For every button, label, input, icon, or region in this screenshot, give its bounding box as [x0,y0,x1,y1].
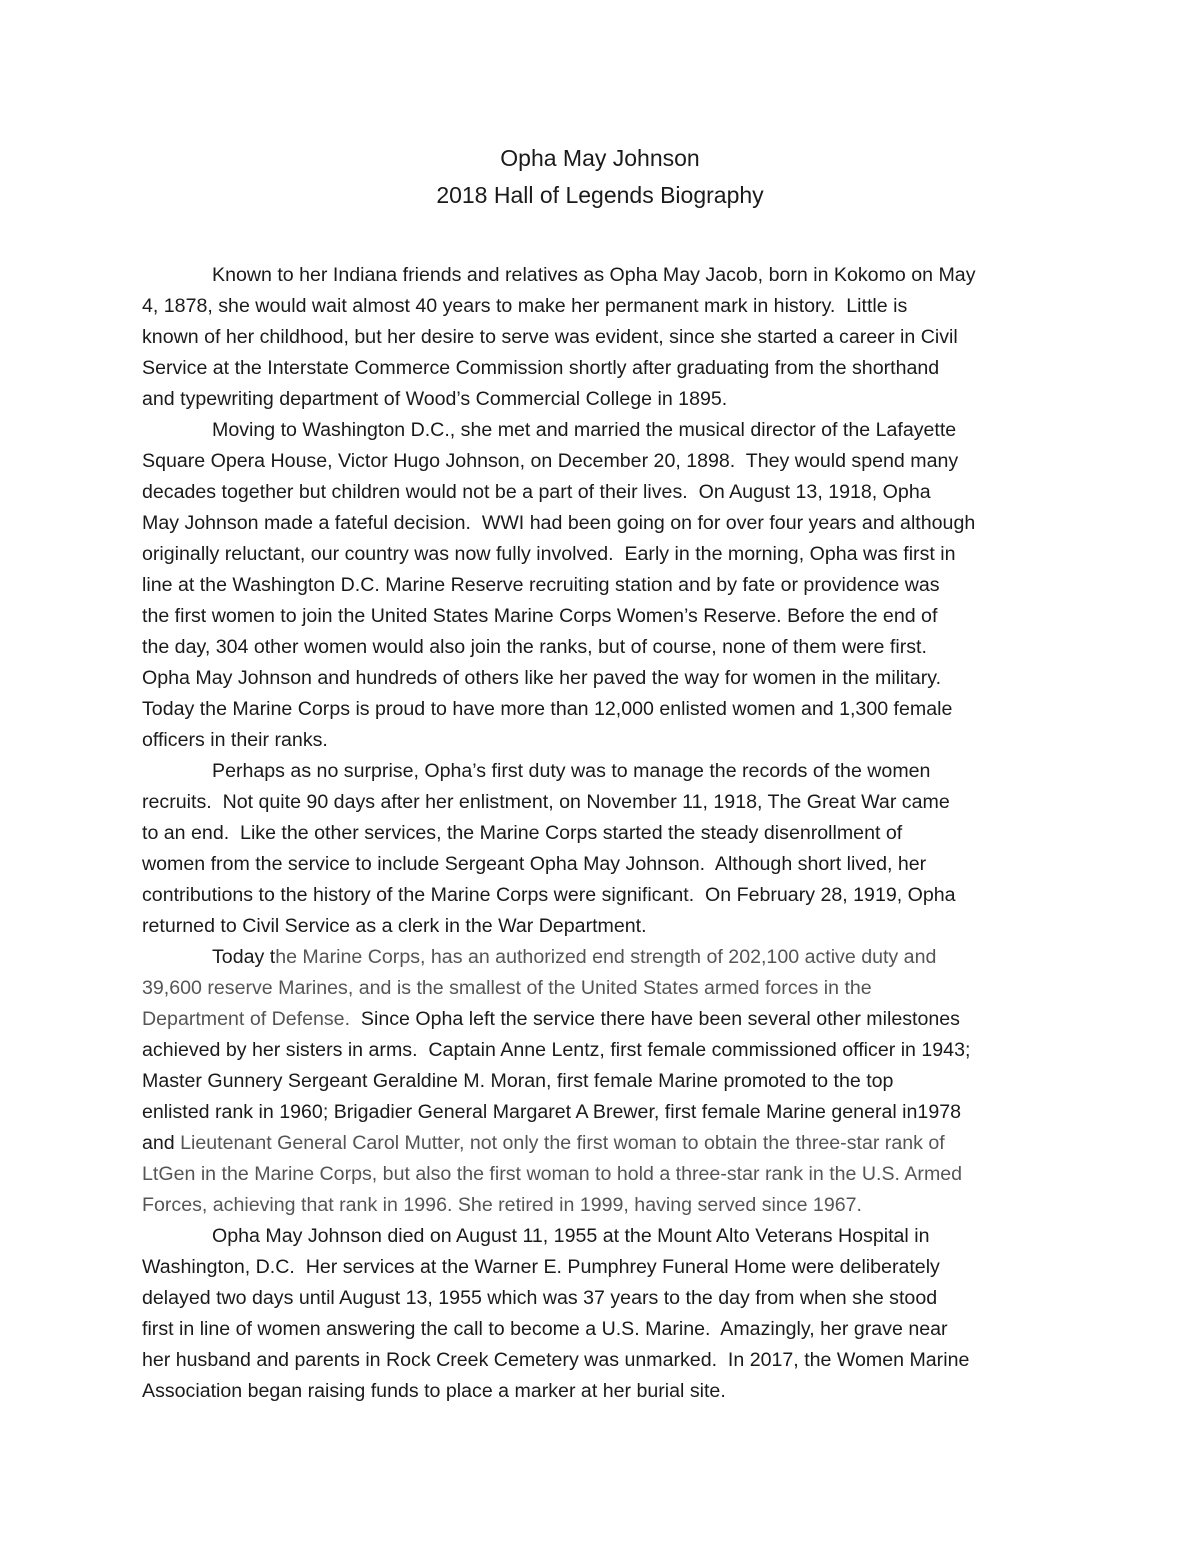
text-line [142,508,1058,539]
text-line [142,322,1058,353]
text-line [142,632,1058,663]
paragraph [142,415,1058,756]
text-segment: Square Opera House, Victor Hugo Johnson, on December 20, 1898. They would spend many [142,450,959,472]
text-line [142,1314,1058,1345]
text-segment: her husband and parents in Rock Creek Cemetery was unmarked. In 2017, the Women Marine [142,1349,970,1371]
text-segment: contributions to the history of the Marine Corps were significant. On February 28, 1919, Opha [142,884,956,906]
text-segment: Since Opha left the service there have been several other milestones [350,1008,960,1030]
text-segment: returned to Civil Service as a clerk in the War Department. [142,915,647,937]
text-line [142,539,1058,570]
text-line [142,880,1058,911]
text-line [142,477,1058,508]
paragraph [142,260,1058,415]
text-segment: officers in their ranks. [142,729,328,751]
text-line [142,384,1058,415]
text-line [142,849,1058,880]
text-segment: May Johnson made a fateful decision. WWI had been going on for over four years and although [142,512,976,534]
text-line [142,942,1058,973]
text-segment: he Marine Corps, has an authorized end strength of 202,100 active duty and [275,946,937,968]
paragraph [142,942,1058,1221]
text-line [142,1128,1058,1159]
text-segment: known of her childhood, but her desire to serve was evident, since she started a career in Civil [142,326,958,348]
text-segment: women from the service to include Sergeant Opha May Johnson. Although short lived, her [142,853,927,875]
text-line [142,570,1058,601]
text-segment: Washington, D.C. Her services at the Warner E. Pumphrey Funeral Home were deliberately [142,1256,940,1278]
text-line [142,818,1058,849]
text-line [142,1221,1058,1252]
text-line [142,446,1058,477]
text-line [142,663,1058,694]
text-segment: decades together but children would not be a part of their lives. On August 13, 1918, Opha [142,481,931,503]
text-segment: Department of Defense. [142,1008,351,1030]
text-segment: achieved by her sisters in arms. Captain Anne Lentz, first female commissioned officer in 1943; [142,1039,971,1061]
text-line [142,1066,1058,1097]
text-segment: originally reluctant, our country was now fully involved. Early in the morning, Opha was first in [142,543,956,565]
text-line [142,756,1058,787]
text-segment: Known to her Indiana friends and relatives as Opha May Jacob, born in Kokomo on May [212,264,976,286]
document-body [142,260,1058,1407]
text-segment: Opha May Johnson died on August 11, 1955 at the Mount Alto Veterans Hospital in [212,1225,930,1247]
text-line [142,1190,1058,1221]
text-segment: Perhaps as no surprise, Opha’s first duty was to manage the records of the women [212,760,931,782]
text-segment: Opha May Johnson and hundreds of others like her paved the way for women in the military. [142,667,942,689]
text-line [142,1376,1058,1407]
document-subtitle: 2018 Hall of Legends Biography [436,182,764,208]
text-line [142,601,1058,632]
text-segment: the day, 304 other women would also join the ranks, but of course, none of them were first. [142,636,927,658]
text-segment: Today t [212,946,276,968]
text-line [142,1252,1058,1283]
text-segment: 39,600 reserve Marines, and is the smallest of the United States armed forces in the [142,977,872,999]
text-line [142,415,1058,446]
text-line [142,973,1058,1004]
text-segment: line at the Washington D.C. Marine Reserve recruiting station and by fate or providence was [142,574,940,596]
text-line [142,787,1058,818]
paragraph [142,1221,1058,1407]
text-segment: Moving to Washington D.C., she met and married the musical director of the Lafayette [212,419,957,441]
document-title: Opha May Johnson [500,145,700,171]
text-segment: LtGen in the Marine Corps, but also the first woman to hold a three-star rank in the U.S. Armed [142,1163,963,1185]
text-line [142,1097,1058,1128]
text-line [142,911,1058,942]
text-line [142,725,1058,756]
text-segment: to an end. Like the other services, the Marine Corps started the steady disenrollment of [142,822,903,844]
text-line [142,260,1058,291]
text-segment: Forces, achieving that rank in 1996. She retired in 1999, having served since 1967. [142,1194,862,1216]
paragraph [142,756,1058,942]
text-segment: Master Gunnery Sergeant Geraldine M. Moran, first female Marine promoted to the top [142,1070,894,1092]
text-segment: enlisted rank in 1960; Brigadier General Margaret A Brewer, first female Marine general in1978 [142,1101,962,1123]
text-segment: and [142,1132,181,1154]
text-line [142,353,1058,384]
text-segment: Lieutenant General Carol Mutter, not only the first woman to obtain the three-star rank of [180,1132,945,1154]
text-segment: recruits. Not quite 90 days after her enlistment, on November 11, 1918, The Great War came [142,791,950,813]
text-segment: 4, 1878, she would wait almost 40 years to make her permanent mark in history. Little is [142,295,908,317]
text-segment: Today the Marine Corps is proud to have more than 12,000 enlisted women and 1,300 female [142,698,953,720]
title-block [0,140,1200,214]
text-line [142,1035,1058,1066]
text-line [142,1345,1058,1376]
text-segment: first in line of women answering the call to become a U.S. Marine. Amazingly, her grave near [142,1318,948,1340]
text-line [142,291,1058,322]
text-segment: and typewriting department of Wood’s Commercial College in 1895. [142,388,728,410]
text-segment: delayed two days until August 13, 1955 which was 37 years to the day from when she stood [142,1287,938,1309]
text-line [142,1004,1058,1035]
text-line [142,1283,1058,1314]
text-segment: Association began raising funds to place a marker at her burial site. [142,1380,726,1402]
text-segment: Service at the Interstate Commerce Commission shortly after graduating from the shorthand [142,357,940,379]
text-line [142,1159,1058,1190]
text-line [142,694,1058,725]
text-segment: the first women to join the United States Marine Corps Women’s Reserve. Before the end of [142,605,938,627]
